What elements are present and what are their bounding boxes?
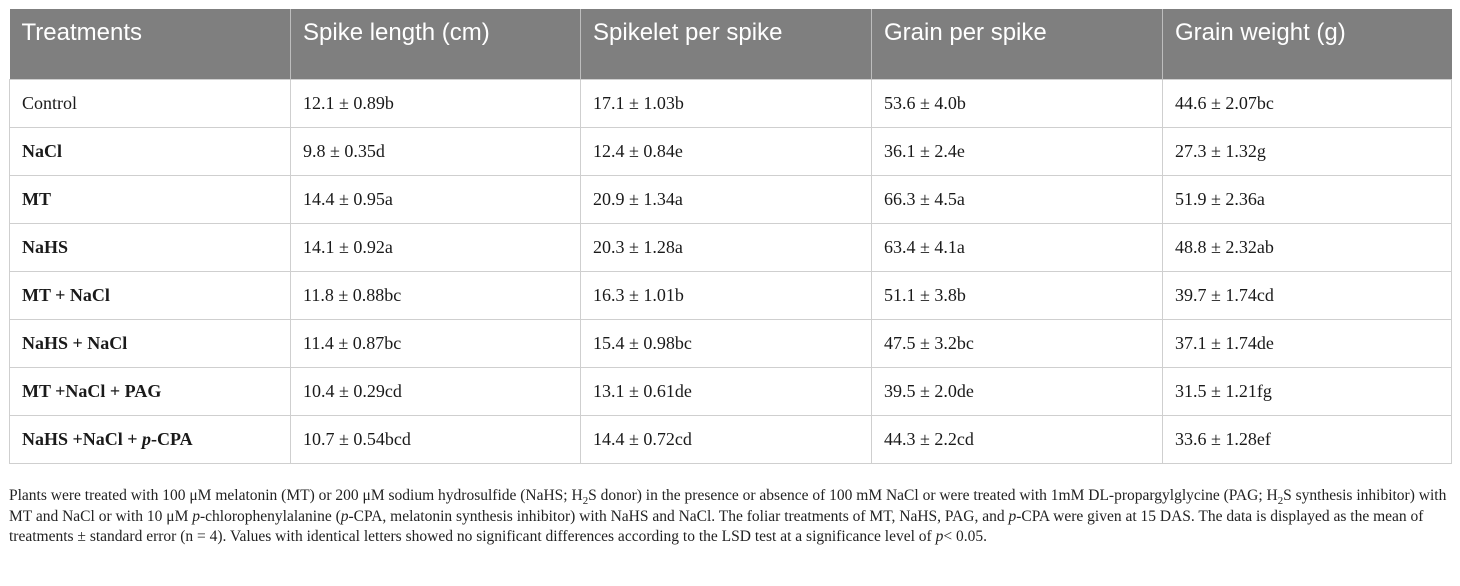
footnote-text: Plants were treated with 100 μM melatonin (MT) or 200 μM sodium hydrosulfide (NaHS; H <box>9 487 583 504</box>
spike-length-cell: 11.4 ± 0.87bc <box>291 319 581 367</box>
grain-per-spike-cell: 53.6 ± 4.0b <box>872 79 1163 127</box>
spike-length-cell: 10.7 ± 0.54bcd <box>291 415 581 463</box>
treatment-italic: p <box>142 428 152 449</box>
spike-length-cell: 10.4 ± 0.29cd <box>291 367 581 415</box>
header-grain-weight: Grain weight (g) <box>1163 9 1452 79</box>
table-footnote <box>9 486 1451 548</box>
header-spikelet-per-spike: Spikelet per spike <box>581 9 872 79</box>
table-row <box>10 367 1452 415</box>
grain-weight-cell: 39.7 ± 1.74cd <box>1163 271 1452 319</box>
spikelet-cell: 17.1 ± 1.03b <box>581 79 872 127</box>
grain-weight-cell: 27.3 ± 1.32g <box>1163 127 1452 175</box>
spike-length-cell: 14.4 ± 0.95a <box>291 175 581 223</box>
grain-per-spike-cell: 39.5 ± 2.0de <box>872 367 1163 415</box>
grain-per-spike-cell: 51.1 ± 3.8b <box>872 271 1163 319</box>
spikelet-cell: 12.4 ± 0.84e <box>581 127 872 175</box>
grain-per-spike-cell: 47.5 ± 3.2bc <box>872 319 1163 367</box>
header-grain-per-spike: Grain per spike <box>872 9 1163 79</box>
header-spike-length: Spike length (cm) <box>291 9 581 79</box>
spikelet-cell: 15.4 ± 0.98bc <box>581 319 872 367</box>
treatment-cell: NaHS <box>10 223 291 271</box>
footnote-italic: p <box>340 507 349 525</box>
footnote-text: -chlorophenylalanine ( <box>200 507 341 525</box>
grain-weight-cell: 48.8 ± 2.32ab <box>1163 223 1452 271</box>
table-header-row <box>10 9 1452 79</box>
footnote-subscript: 2 <box>1277 495 1284 508</box>
grain-per-spike-cell: 36.1 ± 2.4e <box>872 127 1163 175</box>
table-row <box>10 319 1452 367</box>
footnote-text: < 0.05. <box>943 528 987 545</box>
footnote-italic: p <box>1008 507 1017 525</box>
grain-per-spike-cell: 44.3 ± 2.2cd <box>872 415 1163 463</box>
spikelet-cell: 20.9 ± 1.34a <box>581 175 872 223</box>
grain-weight-cell: 31.5 ± 1.21fg <box>1163 367 1452 415</box>
spike-length-cell: 14.1 ± 0.92a <box>291 223 581 271</box>
table-row <box>10 127 1452 175</box>
spike-length-cell: 11.8 ± 0.88bc <box>291 271 581 319</box>
treatment-cell <box>10 415 291 463</box>
grain-per-spike-cell: 63.4 ± 4.1a <box>872 223 1163 271</box>
spikelet-cell: 13.1 ± 0.61de <box>581 367 872 415</box>
data-table <box>9 9 1452 464</box>
footnote-subscript: 2 <box>582 495 589 508</box>
spikelet-cell: 14.4 ± 0.72cd <box>581 415 872 463</box>
footnote-text: -CPA were given at 15 DAS. The data is displayed as the mean of treatments ± standard error (n = 4). Values with identical letters showed no significant differences according to the LSD test at a significance level of <box>9 507 1424 545</box>
footnote-text: -CPA, melatonin synthesis inhibitor) with NaHS and NaCl. The foliar treatments of MT, NaHS, PAG, and <box>348 507 1009 525</box>
spike-length-cell: 9.8 ± 0.35d <box>291 127 581 175</box>
treatment-cell: MT +NaCl + PAG <box>10 367 291 415</box>
treatment-cell: NaCl <box>10 127 291 175</box>
header-treatments: Treatments <box>10 9 291 79</box>
spikelet-cell: 16.3 ± 1.01b <box>581 271 872 319</box>
grain-weight-cell: 51.9 ± 2.36a <box>1163 175 1452 223</box>
spikelet-cell: 20.3 ± 1.28a <box>581 223 872 271</box>
treatment-cell: MT + NaCl <box>10 271 291 319</box>
table-row <box>10 175 1452 223</box>
table-row <box>10 271 1452 319</box>
grain-weight-cell: 33.6 ± 1.28ef <box>1163 415 1452 463</box>
treatment-cell: Control <box>10 79 291 127</box>
table-row <box>10 415 1452 463</box>
footnote-italic: p <box>192 507 201 525</box>
grain-weight-cell: 44.6 ± 2.07bc <box>1163 79 1452 127</box>
table-row <box>10 223 1452 271</box>
table-row <box>10 79 1452 127</box>
treatment-prefix: NaHS +NaCl + <box>22 428 143 449</box>
grain-per-spike-cell: 66.3 ± 4.5a <box>872 175 1163 223</box>
spike-length-cell: 12.1 ± 0.89b <box>291 79 581 127</box>
treatment-suffix: -CPA <box>151 428 193 449</box>
grain-weight-cell: 37.1 ± 1.74de <box>1163 319 1452 367</box>
data-table-container <box>9 9 1451 464</box>
footnote-italic: p <box>935 528 944 545</box>
treatment-cell: NaHS + NaCl <box>10 319 291 367</box>
treatment-cell: MT <box>10 175 291 223</box>
footnote-text: S synthesis inhibitor) with MT and NaCl or with 10 μM <box>9 487 1447 525</box>
footnote-text: S donor) in the presence or absence of 100 mM NaCl or were treated with 1mM DL-propargylglycine (PAG; H <box>588 487 1278 504</box>
